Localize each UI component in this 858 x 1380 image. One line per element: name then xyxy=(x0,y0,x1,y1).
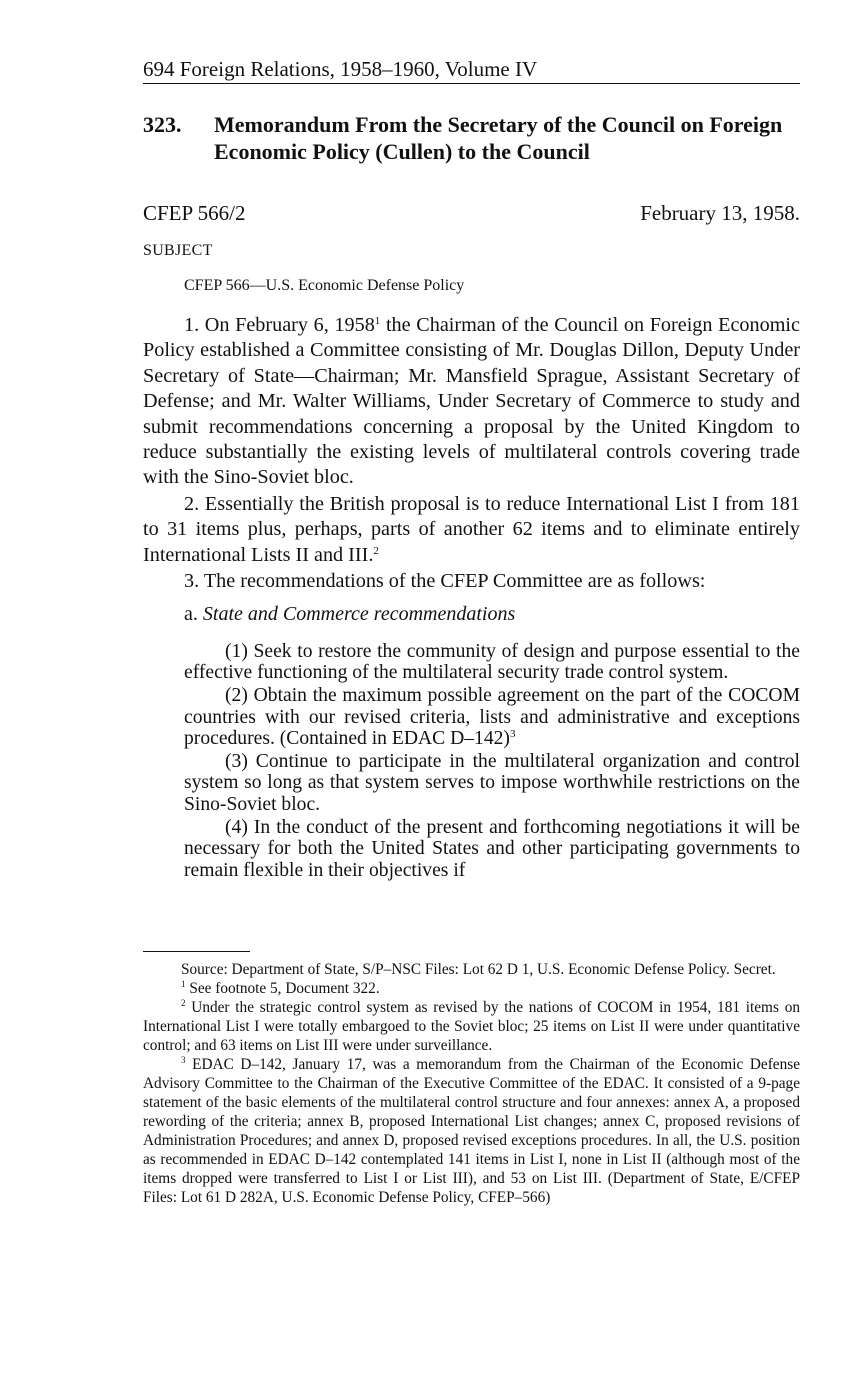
recommendation-3: (3) Continue to participate in the multilateral organization and control system so long as that system serves to impose worthwhile restrictions on the Sino-Soviet bloc. xyxy=(184,750,800,816)
memo-body xyxy=(143,313,800,881)
footnote-1-text: See footnote 5, Document 322. xyxy=(185,980,380,997)
paragraph-1-rest: the Chairman of the Council on Foreign Economic Policy established a Committee consisting of Mr. Douglas Dillon, Deputy Under Secretary of State—Chairman; Mr. Mansfield Sprague, Assistant Secretary of Defense; and Mr. Walter Williams, Under Secretary of Commerce to study and submit recommendations concerning a proposal by the United Kingdom to reduce substantially the existing levels of multilateral controls covering trade with the Sino-Soviet bloc. xyxy=(143,314,800,489)
footnote-2-text: Under the strategic control system as revised by the nations of COCOM in 1954, 181 items on International List I were totally embargoed to the Soviet bloc; 25 items on List II were under quantitative control; and 63 items on List III were under surveillance. xyxy=(143,999,800,1054)
recommendation-2 xyxy=(184,685,800,750)
document-meta xyxy=(143,200,800,226)
footnote-ref-1: 1 xyxy=(374,315,381,327)
footnote-1 xyxy=(143,979,800,998)
footnote-3-mark: 3 xyxy=(181,1055,186,1065)
subject-text: CFEP 566—U.S. Economic Defense Policy xyxy=(184,277,465,294)
running-head: 694 Foreign Relations, 1958–1960, Volume IV xyxy=(143,56,800,84)
paragraph-1-start: 1. On February 6, 1958 xyxy=(184,314,375,336)
document-number: 323. xyxy=(143,112,182,137)
footnote-2 xyxy=(143,998,800,1055)
document-reference: CFEP 566/2 xyxy=(143,201,246,225)
footnote-3-text: EDAC D–142, January 17, was a memorandum from the Chairman of the Economic Defense Advisory Committee to the Chairman of the Executive Committee of the EDAC. It consisted of a 9-page statement of the basic elements of the multilateral control structure and four annexes: annex A, a proposed rewording of the criteria; annex B, proposed International List changes; annex C, proposed revisions of Administration Procedures; and annex D, proposed revised exceptions procedures. In all, the U.S. position as recommended in EDAC D–142 contemplated 141 items in List I, none in List II (although most of the items dropped were transferred to List I or List III), and 53 on List III. (Department of State, E/CFEP Files: Lot 61 D 282A, U.S. Economic Defense Policy, CFEP–566) xyxy=(143,1056,800,1206)
footnote-source: Source: Department of State, S/P–NSC Files: Lot 62 D 1, U.S. Economic Defense Policy. Secret. xyxy=(181,961,776,978)
document-title: Memorandum From the Secretary of the Council on Foreign Economic Policy (Cullen) to the Council xyxy=(214,112,783,164)
section-a-heading xyxy=(143,602,800,627)
recommendation-2-text: (2) Obtain the maximum possible agreement on the part of the COCOM countries with our revised criteria, lists and administrative and exceptions procedures. (Contained in EDAC D–142) xyxy=(184,685,800,750)
subject-label: SUBJECT xyxy=(143,242,213,259)
footnote-3 xyxy=(143,1055,800,1207)
footnote-2-mark: 2 xyxy=(181,998,186,1008)
footnote-ref-2: 2 xyxy=(373,544,379,557)
paragraph-1 xyxy=(143,313,800,491)
footnote-divider xyxy=(143,951,250,952)
recommendations-list xyxy=(184,641,800,882)
paragraph-2 xyxy=(143,492,800,568)
paragraph-2-text: 2. Essentially the British proposal is to reduce International List I from 181 to 31 items plus, perhaps, parts of another 62 items and to eliminate entirely International Lists II and III. xyxy=(143,492,800,566)
footnotes xyxy=(143,960,800,1207)
footnote-1-mark: 1 xyxy=(181,979,186,989)
document-heading xyxy=(143,111,800,165)
paragraph-3: 3. The recommendations of the CFEP Committee are as follows: xyxy=(184,570,706,593)
section-a-prefix: a. xyxy=(184,603,198,626)
recommendation-1: (1) Seek to restore the community of design and purpose essential to the effective functioning of the multilateral security trade control system. xyxy=(184,640,800,684)
recommendation-4: (4) In the conduct of the present and forthcoming negotiations it will be necessary for both the United States and other participating governments to remain flexible in their objectives if xyxy=(184,816,800,881)
section-a-title: State and Commerce recommendations xyxy=(202,603,516,626)
document-date: February 13, 1958. xyxy=(640,201,800,225)
footnote-ref-3: 3 xyxy=(509,728,516,741)
